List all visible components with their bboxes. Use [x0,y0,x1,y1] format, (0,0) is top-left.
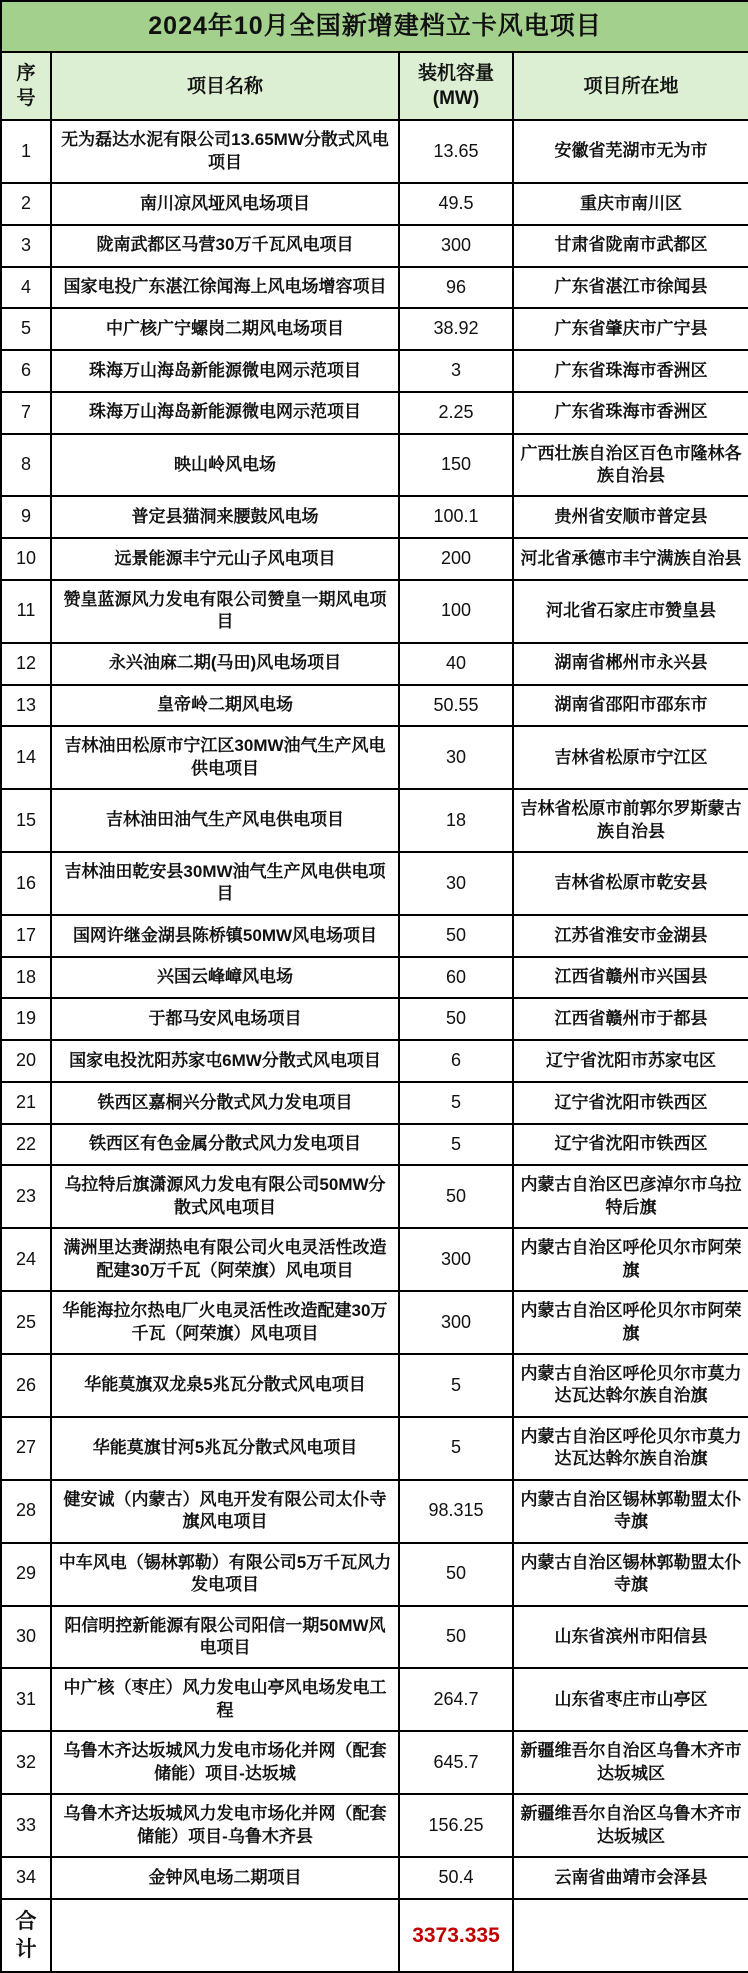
project-name-cell: 国家电投沈阳苏家屯6MW分散式风电项目 [51,1040,399,1082]
capacity-cell: 38.92 [399,308,513,350]
capacity-cell: 50.55 [399,685,513,727]
capacity-cell: 100.1 [399,496,513,538]
location-cell: 安徽省芜湖市无为市 [513,120,748,183]
table-row [1,1165,748,1228]
location-cell: 山东省滨州市阳信县 [513,1606,748,1669]
row-number-cell: 27 [1,1417,51,1480]
location-cell: 内蒙古自治区锡林郭勒盟太仆寺旗 [513,1543,748,1606]
project-name-cell: 铁西区有色金属分散式风力发电项目 [51,1124,399,1166]
project-name-cell: 赞皇蓝源风力发电有限公司赞皇一期风电项目 [51,580,399,643]
location-cell: 山东省枣庄市山亭区 [513,1668,748,1731]
row-number-cell: 2 [1,183,51,225]
location-cell: 河北省承德市丰宁满族自治县 [513,538,748,580]
column-header-capacity-line1: 装机容量 [417,63,494,84]
row-number-cell: 16 [1,852,51,915]
total-empty-location-cell [513,1899,748,1972]
capacity-cell: 50.4 [399,1857,513,1899]
table-row [1,392,748,434]
location-cell: 江苏省淮安市金湖县 [513,915,748,957]
location-cell: 广东省珠海市香洲区 [513,350,748,392]
row-number-cell: 26 [1,1354,51,1417]
table-row [1,1040,748,1082]
capacity-cell: 645.7 [399,1731,513,1794]
location-cell: 内蒙古自治区呼伦贝尔市阿荣旗 [513,1228,748,1291]
capacity-cell: 50 [399,915,513,957]
column-header-capacity-line2: (MW) [432,88,480,110]
table-row [1,852,748,915]
table-row [1,1731,748,1794]
capacity-cell: 300 [399,225,513,267]
project-name-cell: 乌拉特后旗潇源风力发电有限公司50MW分散式风电项目 [51,1165,399,1228]
table-row [1,225,748,267]
project-name-cell: 南川凉风垭风电场项目 [51,183,399,225]
location-cell: 江西省赣州市于都县 [513,998,748,1040]
project-name-cell: 中车风电（锡林郭勒）有限公司5万千瓦风力发电项目 [51,1543,399,1606]
table-row [1,580,748,643]
location-cell: 新疆维吾尔自治区乌鲁木齐市达坂城区 [513,1731,748,1794]
project-name-cell: 吉林油田乾安县30MW油气生产风电供电项目 [51,852,399,915]
total-capacity-value: 3373.335 [399,1899,513,1972]
table-row [1,957,748,999]
location-cell: 吉林省松原市宁江区 [513,726,748,789]
capacity-cell: 18 [399,789,513,852]
project-name-cell: 永兴油麻二期(马田)风电场项目 [51,643,399,685]
location-cell: 广东省珠海市香洲区 [513,392,748,434]
project-name-cell: 国家电投广东湛江徐闻海上风电场增容项目 [51,267,399,309]
project-name-cell: 乌鲁木齐达坂城风力发电市场化并网（配套储能）项目-乌鲁木齐县 [51,1794,399,1857]
column-header-project-name: 项目名称 [51,52,399,120]
title-row [1,1,748,52]
table-row [1,1606,748,1669]
table-row [1,538,748,580]
location-cell: 新疆维吾尔自治区乌鲁木齐市达坂城区 [513,1794,748,1857]
project-name-cell: 中广核广宁螺岗二期风电场项目 [51,308,399,350]
capacity-cell: 150 [399,434,513,497]
project-name-cell: 华能海拉尔热电厂火电灵活性改造配建30万千瓦（阿荣旗）风电项目 [51,1291,399,1354]
location-cell: 贵州省安顺市普定县 [513,496,748,538]
table-row [1,434,748,497]
location-cell: 吉林省松原市乾安县 [513,852,748,915]
location-cell: 吉林省松原市前郭尔罗斯蒙古族自治县 [513,789,748,852]
row-number-cell: 31 [1,1668,51,1731]
location-cell: 内蒙古自治区锡林郭勒盟太仆寺旗 [513,1480,748,1543]
column-header-location: 项目所在地 [513,52,748,120]
location-cell: 云南省曲靖市会泽县 [513,1857,748,1899]
location-cell: 辽宁省沈阳市铁西区 [513,1124,748,1166]
location-cell: 江西省赣州市兴国县 [513,957,748,999]
row-number-cell: 13 [1,685,51,727]
project-name-cell: 国网许继金湖县陈桥镇50MW风电场项目 [51,915,399,957]
project-name-cell: 阳信明控新能源有限公司阳信一期50MW风电项目 [51,1606,399,1669]
capacity-cell: 5 [399,1082,513,1124]
row-number-cell: 34 [1,1857,51,1899]
project-name-cell: 金钟风电场二期项目 [51,1857,399,1899]
capacity-cell: 100 [399,580,513,643]
row-number-cell: 24 [1,1228,51,1291]
location-cell: 河北省石家庄市赞皇县 [513,580,748,643]
project-name-cell: 皇帝岭二期风电场 [51,685,399,727]
project-name-cell: 无为磊达水泥有限公司13.65MW分散式风电项目 [51,120,399,183]
row-number-cell: 8 [1,434,51,497]
project-name-cell: 铁西区嘉桐兴分散式风力发电项目 [51,1082,399,1124]
table-row [1,1354,748,1417]
project-name-cell: 珠海万山海岛新能源微电网示范项目 [51,392,399,434]
capacity-cell: 96 [399,267,513,309]
row-number-cell: 19 [1,998,51,1040]
table-row [1,998,748,1040]
table-row [1,726,748,789]
capacity-cell: 50 [399,1165,513,1228]
row-number-cell: 5 [1,308,51,350]
capacity-cell: 13.65 [399,120,513,183]
row-number-cell: 15 [1,789,51,852]
table-row [1,120,748,183]
row-number-cell: 7 [1,392,51,434]
capacity-cell: 300 [399,1291,513,1354]
table-row [1,643,748,685]
location-cell: 重庆市南川区 [513,183,748,225]
project-name-cell: 健安诚（内蒙古）风电开发有限公司太仆寺旗风电项目 [51,1480,399,1543]
row-number-cell: 4 [1,267,51,309]
capacity-cell: 5 [399,1124,513,1166]
project-name-cell: 映山岭风电场 [51,434,399,497]
capacity-cell: 50 [399,998,513,1040]
table-row [1,1480,748,1543]
location-cell: 广东省肇庆市广宁县 [513,308,748,350]
location-cell: 甘肃省陇南市武都区 [513,225,748,267]
project-name-cell: 陇南武都区马营30万千瓦风电项目 [51,225,399,267]
total-label: 合计 [1,1899,51,1972]
project-name-cell: 华能莫旗双龙泉5兆瓦分散式风电项目 [51,1354,399,1417]
table-row [1,1228,748,1291]
project-name-cell: 满洲里达赉湖热电有限公司火电灵活性改造配建30万千瓦（阿荣旗）风电项目 [51,1228,399,1291]
column-header-capacity [399,52,513,120]
table-row [1,1291,748,1354]
capacity-cell: 30 [399,726,513,789]
location-cell: 湖南省郴州市永兴县 [513,643,748,685]
row-number-cell: 23 [1,1165,51,1228]
row-number-cell: 9 [1,496,51,538]
location-cell: 内蒙古自治区呼伦贝尔市莫力达瓦达斡尔族自治旗 [513,1417,748,1480]
table-row [1,915,748,957]
capacity-cell: 2.25 [399,392,513,434]
row-number-cell: 11 [1,580,51,643]
project-name-cell: 吉林油田油气生产风电供电项目 [51,789,399,852]
row-number-cell: 18 [1,957,51,999]
capacity-cell: 50 [399,1543,513,1606]
row-number-cell: 3 [1,225,51,267]
table-row [1,685,748,727]
project-name-cell: 普定县猫洞来腰鼓风电场 [51,496,399,538]
location-cell: 内蒙古自治区巴彦淖尔市乌拉特后旗 [513,1165,748,1228]
row-number-cell: 32 [1,1731,51,1794]
row-number-cell: 21 [1,1082,51,1124]
capacity-cell: 5 [399,1417,513,1480]
location-cell: 湖南省邵阳市邵东市 [513,685,748,727]
table-row [1,496,748,538]
location-cell: 内蒙古自治区呼伦贝尔市阿荣旗 [513,1291,748,1354]
table-row [1,1668,748,1731]
table-row [1,1082,748,1124]
location-cell: 内蒙古自治区呼伦贝尔市莫力达瓦达斡尔族自治旗 [513,1354,748,1417]
row-number-cell: 22 [1,1124,51,1166]
project-name-cell: 乌鲁木齐达坂城风力发电市场化并网（配套储能）项目-达坂城 [51,1731,399,1794]
table-row [1,1857,748,1899]
table-row [1,1124,748,1166]
project-name-cell: 珠海万山海岛新能源微电网示范项目 [51,350,399,392]
project-name-cell: 远景能源丰宁元山子风电项目 [51,538,399,580]
row-number-cell: 30 [1,1606,51,1669]
project-name-cell: 吉林油田松原市宁江区30MW油气生产风电供电项目 [51,726,399,789]
row-number-cell: 29 [1,1543,51,1606]
row-number-cell: 33 [1,1794,51,1857]
table-row [1,1794,748,1857]
row-number-cell: 14 [1,726,51,789]
total-empty-name-cell [51,1899,399,1972]
table-body [1,120,748,1899]
row-number-cell: 1 [1,120,51,183]
capacity-cell: 264.7 [399,1668,513,1731]
project-name-cell: 兴国云峰嶂风电场 [51,957,399,999]
location-cell: 广西壮族自治区百色市隆林各族自治县 [513,434,748,497]
project-name-cell: 华能莫旗甘河5兆瓦分散式风电项目 [51,1417,399,1480]
table-row [1,1417,748,1480]
capacity-cell: 3 [399,350,513,392]
capacity-cell: 30 [399,852,513,915]
table-row [1,267,748,309]
row-number-cell: 6 [1,350,51,392]
row-number-cell: 12 [1,643,51,685]
table-row [1,1543,748,1606]
header-row [1,52,748,120]
capacity-cell: 40 [399,643,513,685]
capacity-cell: 50 [399,1606,513,1669]
row-number-cell: 20 [1,1040,51,1082]
capacity-cell: 156.25 [399,1794,513,1857]
capacity-cell: 300 [399,1228,513,1291]
row-number-cell: 25 [1,1291,51,1354]
location-cell: 辽宁省沈阳市苏家屯区 [513,1040,748,1082]
capacity-cell: 200 [399,538,513,580]
page-title: 2024年10月全国新增建档立卡风电项目 [1,1,748,52]
table-row [1,308,748,350]
location-cell: 辽宁省沈阳市铁西区 [513,1082,748,1124]
project-name-cell: 中广核（枣庄）风力发电山亭风电场发电工程 [51,1668,399,1731]
table-row [1,789,748,852]
capacity-cell: 98.315 [399,1480,513,1543]
row-number-cell: 10 [1,538,51,580]
capacity-cell: 5 [399,1354,513,1417]
column-header-no: 序号 [1,52,51,120]
capacity-cell: 49.5 [399,183,513,225]
capacity-cell: 6 [399,1040,513,1082]
table-row [1,350,748,392]
project-name-cell: 于都马安风电场项目 [51,998,399,1040]
table-row [1,183,748,225]
capacity-cell: 60 [399,957,513,999]
total-row [1,1899,748,1972]
location-cell: 广东省湛江市徐闻县 [513,267,748,309]
row-number-cell: 28 [1,1480,51,1543]
row-number-cell: 17 [1,915,51,957]
